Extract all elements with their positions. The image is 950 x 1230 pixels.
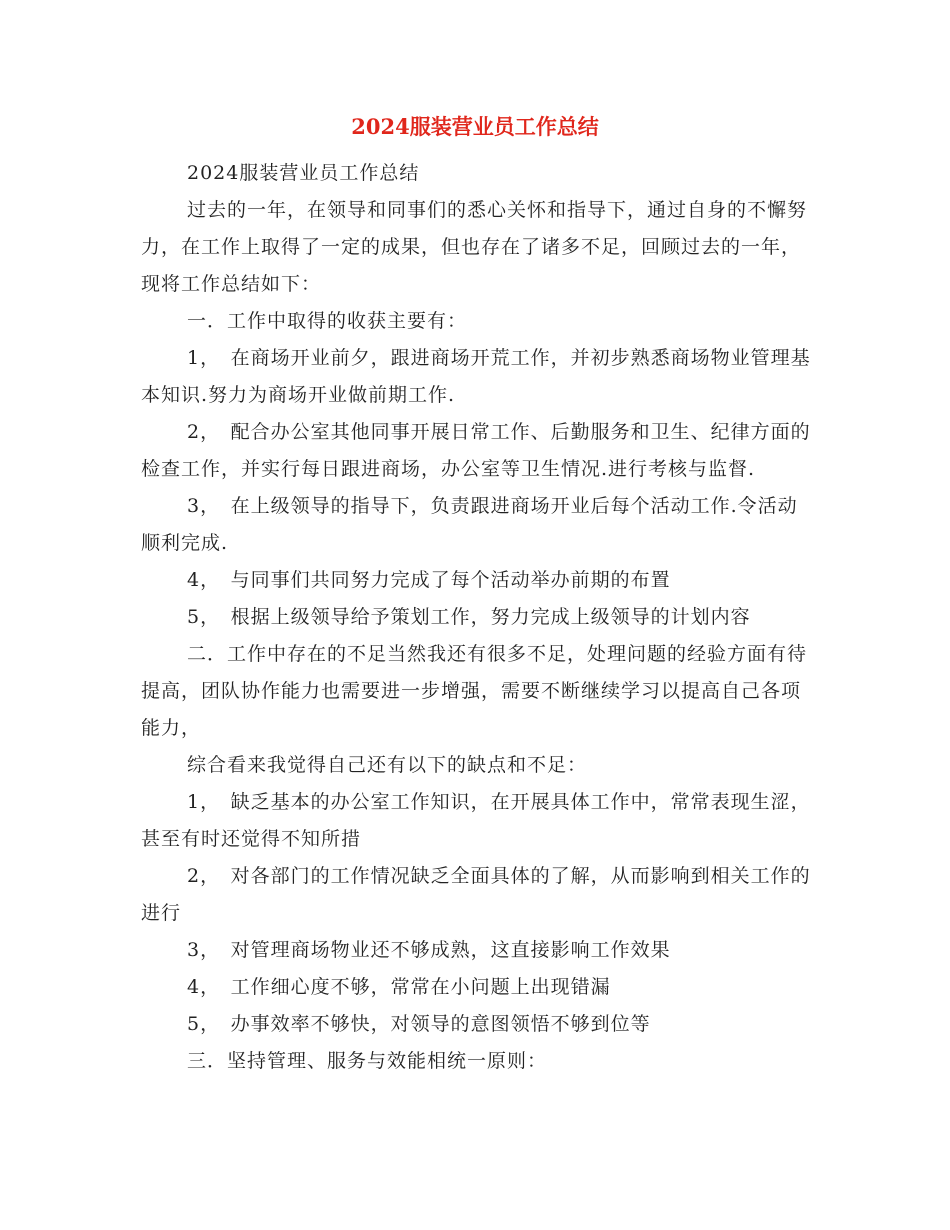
- list-item-weakness-2: 2， 对各部门的工作情况缺乏全面具体的了解，从而影响到相关工作的进行: [141, 865, 811, 924]
- list-item-gain-4: 4， 与同事们共同努力完成了每个活动举办前期的布置: [187, 569, 671, 591]
- list-item-gain-1: 1， 在商场开业前夕，跟进商场开荒工作，并初步熟悉商场物业管理基本知识.努力为商场开业做前期工作.: [141, 347, 811, 406]
- list-item-weakness-5: 5， 办事效率不够快，对领导的意图领悟不够到位等: [187, 1013, 651, 1035]
- list-item-weakness-4: 4， 工作细心度不够，常常在小问题上出现错漏: [187, 976, 611, 998]
- paragraph-subtitle: 2024服装营业员工作总结: [187, 162, 420, 184]
- section-heading-gains: 一．工作中取得的收获主要有：: [187, 310, 468, 332]
- section-heading-principles: 三．坚持管理、服务与效能相统一原则：: [187, 1050, 548, 1072]
- list-item-gain-5: 5， 根据上级领导给予策划工作，努力完成上级领导的计划内容: [187, 606, 751, 628]
- list-item-gain-3: 3， 在上级领导的指导下，负责跟进商场开业后每个活动工作.令活动顺利完成.: [141, 495, 798, 554]
- paragraph-intro: 过去的一年，在领导和同事们的悉心关怀和指导下，通过自身的不懈努力，在工作上取得了一定的成果，但也存在了诸多不足，回顾过去的一年，现将工作总结如下：: [141, 199, 808, 295]
- document-title: 2024服装营业员工作总结: [351, 114, 599, 139]
- list-item-weakness-3: 3， 对管理商场物业还不够成熟，这直接影响工作效果: [187, 939, 671, 961]
- list-item-gain-2: 2， 配合办公室其他同事开展日常工作、后勤服务和卫生、纪律方面的检查工作，并实行每日跟进商场，办公室等卫生情况.进行考核与监督.: [141, 421, 811, 480]
- paragraph-summary: 综合看来我觉得自己还有以下的缺点和不足：: [187, 754, 588, 776]
- section-heading-shortcomings: 二．工作中存在的不足当然我还有很多不足，处理问题的经验方面有待提高，团队协作能力也需要进一步增强，需要不断继续学习以提高自己各项能力，: [141, 643, 808, 739]
- document-body: [141, 155, 811, 1080]
- list-item-weakness-1: 1， 缺乏基本的办公室工作知识，在开展具体工作中，常常表现生涩，甚至有时还觉得不知所措: [141, 791, 811, 850]
